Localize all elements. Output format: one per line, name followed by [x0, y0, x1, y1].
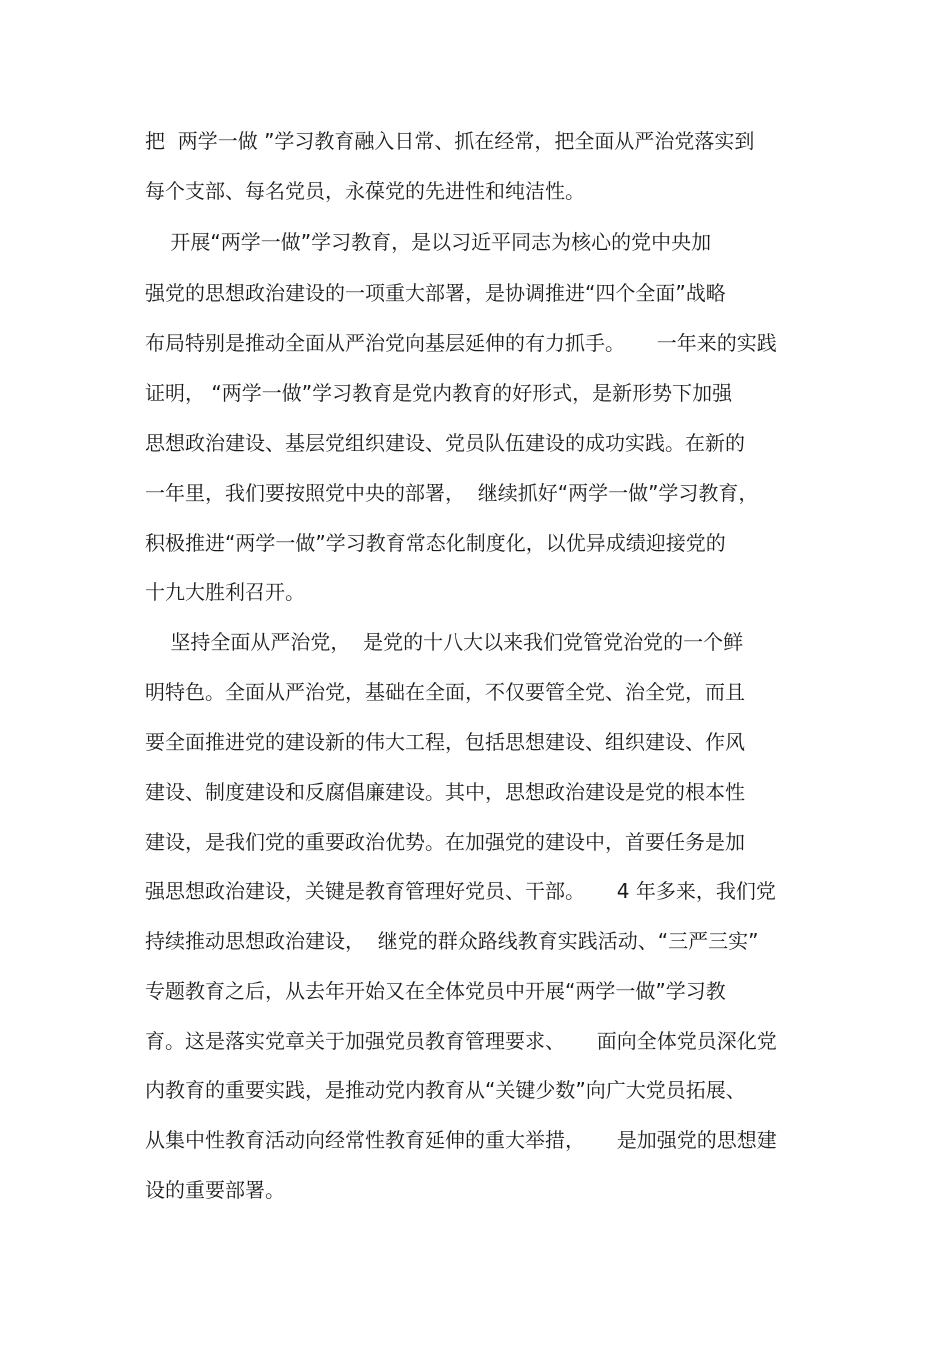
text-line: 设的重要部署。 — [145, 1178, 285, 1202]
text-line: 强思想政治建设，关键是教育管理好党员、干部。 4 年多来，我们党 — [145, 879, 776, 903]
text-line: 思想政治建设、基层党组织建设、党员队伍建设的成功实践。在新的 — [145, 431, 745, 455]
text-line: 积极推进“两学一做”学习教育常态化制度化，以优异成绩迎接党的 — [145, 531, 726, 555]
text-line: 建设、制度建设和反腐倡廉建设。其中，思想政治建设是党的根本性 — [145, 780, 745, 804]
text-line: 强党的思想政治建设的一项重大部署，是协调推进“四个全面”战略 — [145, 281, 726, 305]
text-line: 育。这是落实党章关于加强党员教育管理要求、 面向全体党员深化党 — [145, 1029, 777, 1053]
text-line: 十九大胜利召开。 — [145, 580, 305, 604]
text-line: 布局特别是推动全面从严治党向基层延伸的有力抓手。 一年来的实践 — [145, 331, 777, 355]
text-line: 明特色。全面从严治党，基础在全面，不仅要管全党、治全党，而且 — [145, 680, 745, 704]
text-line: 把 两学一做 ”学习教育融入日常、抓在经常，把全面从严治党落实到 — [145, 129, 755, 153]
text-line: 建设，是我们党的重要政治优势。在加强党的建设中，首要任务是加 — [145, 830, 745, 854]
text-line: 专题教育之后，从去年开始又在全体党员中开展“两学一做”学习教 — [145, 979, 726, 1003]
text-line: 每个支部、每名党员，永葆党的先进性和纯洁性。 — [145, 179, 585, 203]
text-line: 持续推动思想政治建设， 继党的群众路线教育实践活动、“三严三实” — [145, 929, 759, 953]
text-line: 一年里，我们要按照党中央的部署， 继续抓好“两学一做”学习教育， — [145, 481, 759, 505]
text-line: 坚持全面从严治党， 是党的十八大以来我们党管党治党的一个鲜 — [145, 630, 744, 654]
text-line: 要全面推进党的建设新的伟大工程，包括思想建设、组织建设、作风 — [145, 730, 745, 754]
text-line: 内教育的重要实践，是推动党内教育从“关键少数”向广大党员拓展、 — [145, 1078, 746, 1102]
text-line: 从集中性教育活动向经常性教育延伸的重大举措， 是加强党的思想建 — [145, 1128, 777, 1152]
text-line: 开展“两学一做”学习教育，是以习近平同志为核心的党中央加 — [145, 230, 712, 254]
text-line: 证明， “两学一做”学习教育是党内教育的好形式，是新形势下加强 — [145, 381, 733, 405]
